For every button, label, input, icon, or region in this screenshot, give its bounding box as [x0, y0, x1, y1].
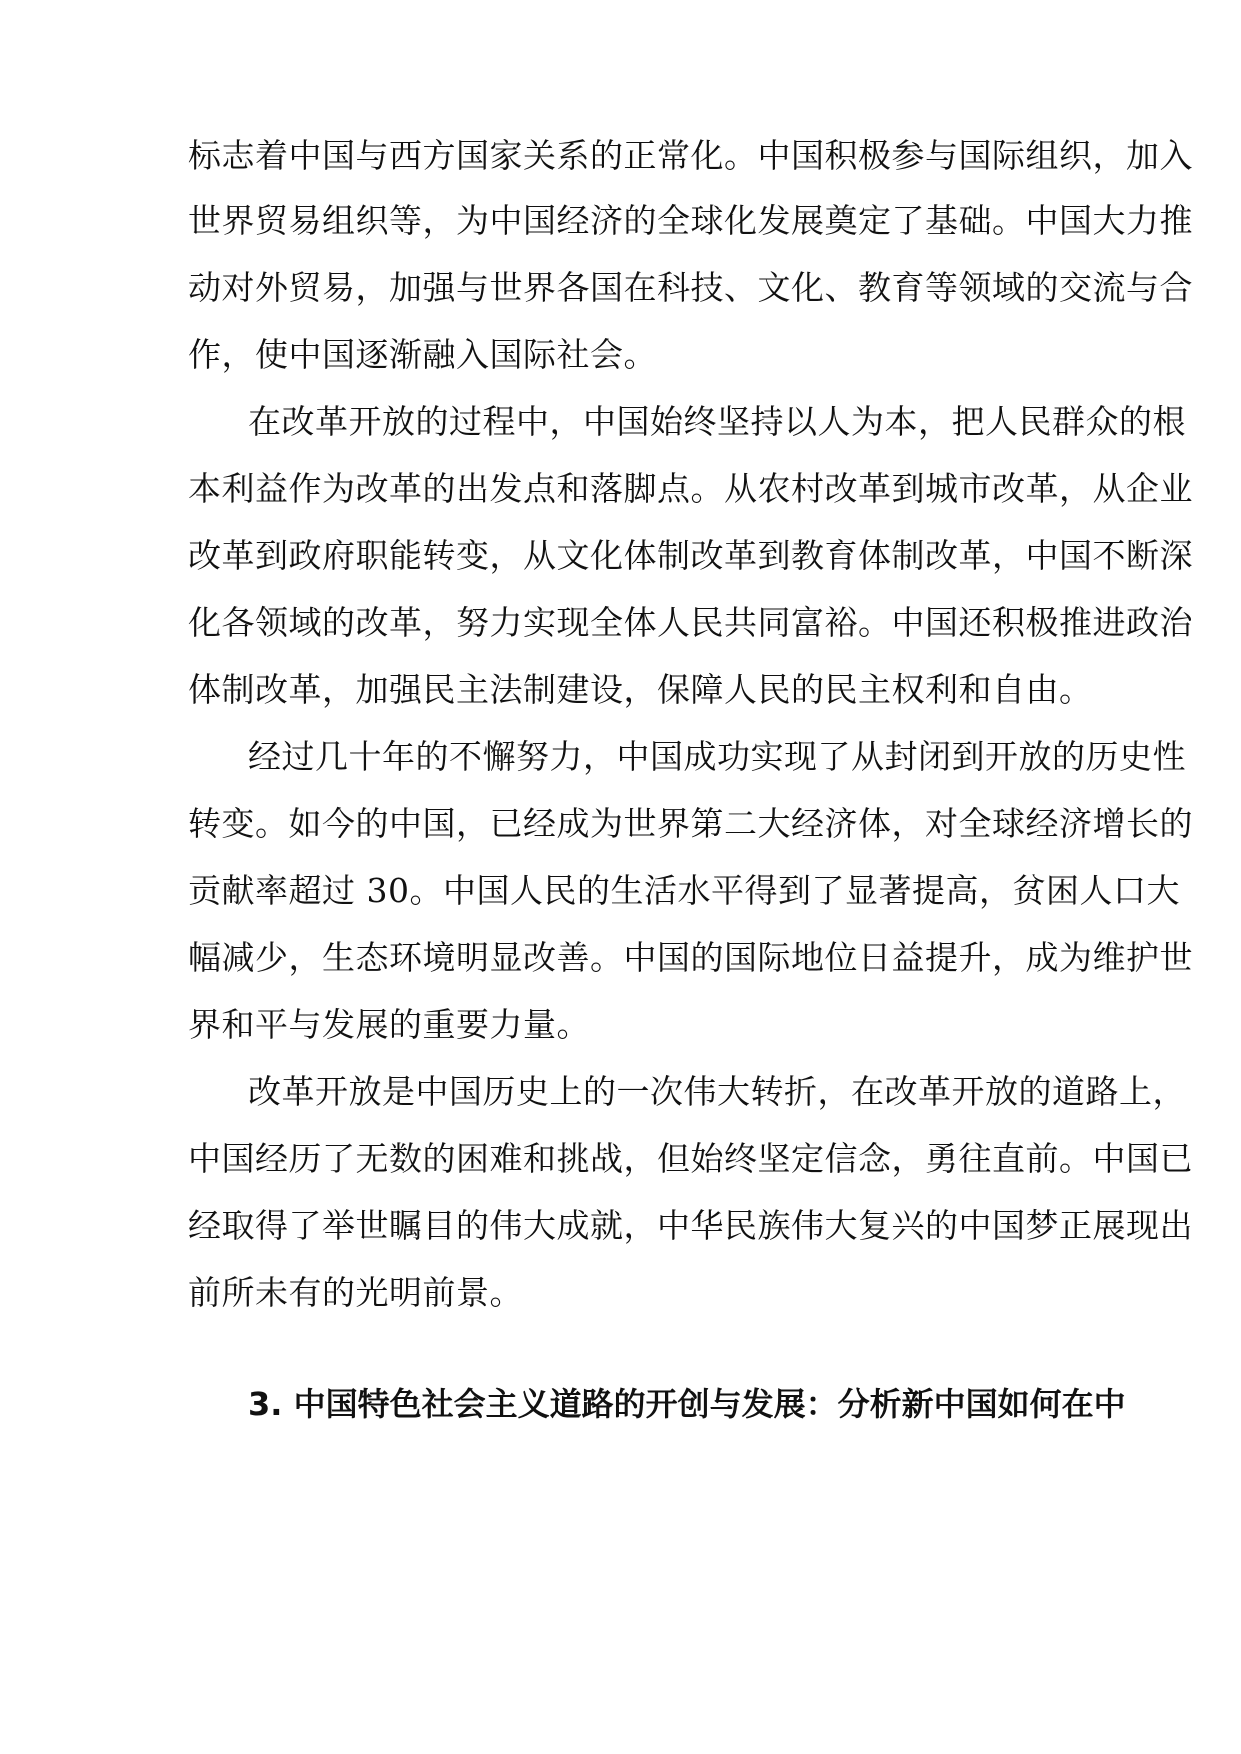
paragraph-4-line-2: 中国经历了无数的困难和挑战，但始终坚定信念，勇往直前。中国已 [188, 1139, 1193, 1178]
paragraph-4-line-1: 改革开放是中国历史上的一次伟大转折，在改革开放的道路上， [248, 1072, 1186, 1111]
paragraph-3-line-4: 幅减少，生态环境明显改善。中国的国际地位日益提升，成为维护世 [188, 938, 1193, 977]
paragraph-2-line-2: 本利益作为改革的出发点和落脚点。从农村改革到城市改革，从企业 [188, 469, 1193, 508]
section-heading: 3. 中国特色社会主义道路的开创与发展：分析新中国如何在中 [248, 1385, 1126, 1423]
paragraph-4-line-3: 经取得了举世瞩目的伟大成就，中华民族伟大复兴的中国梦正展现出 [188, 1206, 1193, 1245]
paragraph-2-line-5: 体制改革，加强民主法制建设，保障人民的民主权利和自由。 [188, 670, 1093, 709]
paragraph-1-line-1: 标志着中国与西方国家关系的正常化。中国积极参与国际组织，加入 [188, 136, 1193, 175]
paragraph-3-line-2: 转变。如今的中国，已经成为世界第二大经济体，对全球经济增长的 [188, 804, 1193, 843]
paragraph-2-line-4: 化各领域的改革，努力实现全体人民共同富裕。中国还积极推进政治 [188, 603, 1193, 642]
paragraph-2-line-1: 在改革开放的过程中，中国始终坚持以人为本，把人民群众的根 [248, 402, 1186, 441]
paragraph-1-line-3: 动对外贸易，加强与世界各国在科技、文化、教育等领域的交流与合 [188, 268, 1193, 307]
paragraph-3-line-3: 贡献率超过 30。中国人民的生活水平得到了显著提高，贫困人口大 [188, 871, 1180, 910]
paragraph-4-line-4: 前所未有的光明前景。 [188, 1273, 523, 1312]
paragraph-1-line-4: 作，使中国逐渐融入国际社会。 [188, 335, 657, 374]
paragraph-1-line-2: 世界贸易组织等，为中国经济的全球化发展奠定了基础。中国大力推 [188, 201, 1193, 240]
paragraph-3-line-5: 界和平与发展的重要力量。 [188, 1005, 590, 1044]
paragraph-2-line-3: 改革到政府职能转变，从文化体制改革到教育体制改革，中国不断深 [188, 536, 1193, 575]
paragraph-3-line-1: 经过几十年的不懈努力，中国成功实现了从封闭到开放的历史性 [248, 737, 1186, 776]
